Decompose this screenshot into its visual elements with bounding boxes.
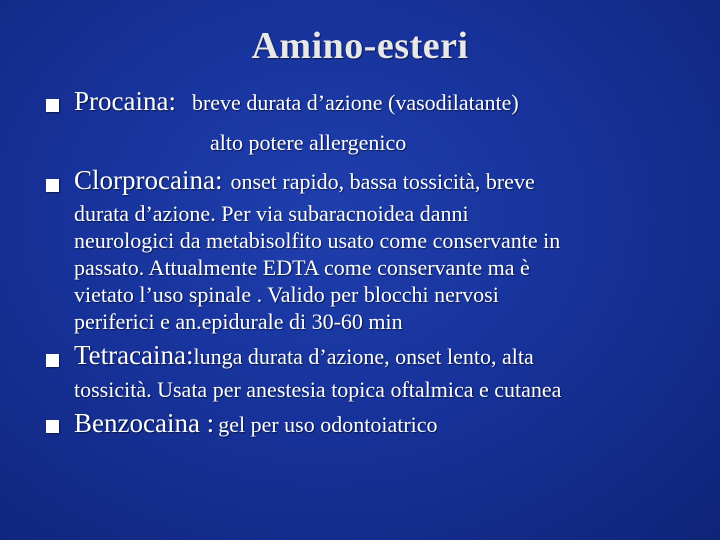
tetracaina-name: Tetracaina: xyxy=(74,340,194,370)
bullet-square-icon xyxy=(46,99,59,112)
clorprocaina-line xyxy=(74,165,535,196)
slide-title: Amino-esteri xyxy=(251,25,469,67)
tetracaina-text-1: lunga durata d’azione, onset lento, alta xyxy=(193,344,534,369)
clorprocaina-text-5: vietato l’uso spinale . Valido per blocchi nervosi xyxy=(74,282,499,307)
bullet-square-icon xyxy=(46,420,59,433)
clorprocaina-name: Clorprocaina: xyxy=(74,165,223,195)
tetracaina-text-2: tossicità. Usata per anestesia topica oftalmica e cutanea xyxy=(74,377,562,402)
procaina-text-2: alto potere allergenico xyxy=(210,130,407,155)
clorprocaina-text-1: onset rapido, bassa tossicità, breve xyxy=(230,169,535,194)
procaina-name: Procaina: xyxy=(74,86,176,116)
procaina-text-1: breve durata d’azione (vasodilatante) xyxy=(191,90,519,115)
benzocaina-name: Benzocaina : xyxy=(74,408,215,438)
bullet-square-icon xyxy=(46,354,59,367)
clorprocaina-text-2: durata d’azione. Per via subaracnoidea danni xyxy=(74,201,469,226)
benzocaina-text-1: gel per uso odontoiatrico xyxy=(218,412,438,437)
clorprocaina-paragraph xyxy=(74,200,560,335)
clorprocaina-text-3: neurologici da metabisolfito usato come conservante in xyxy=(74,228,561,253)
tetracaina-line xyxy=(74,340,534,371)
bullet-square-icon xyxy=(46,179,59,192)
benzocaina-line xyxy=(74,408,438,439)
procaina-line xyxy=(74,86,519,117)
clorprocaina-text-6: periferici e an.epidurale di 30-60 min xyxy=(74,309,403,334)
clorprocaina-text-4: passato. Attualmente EDTA come conservante ma è xyxy=(74,255,530,280)
